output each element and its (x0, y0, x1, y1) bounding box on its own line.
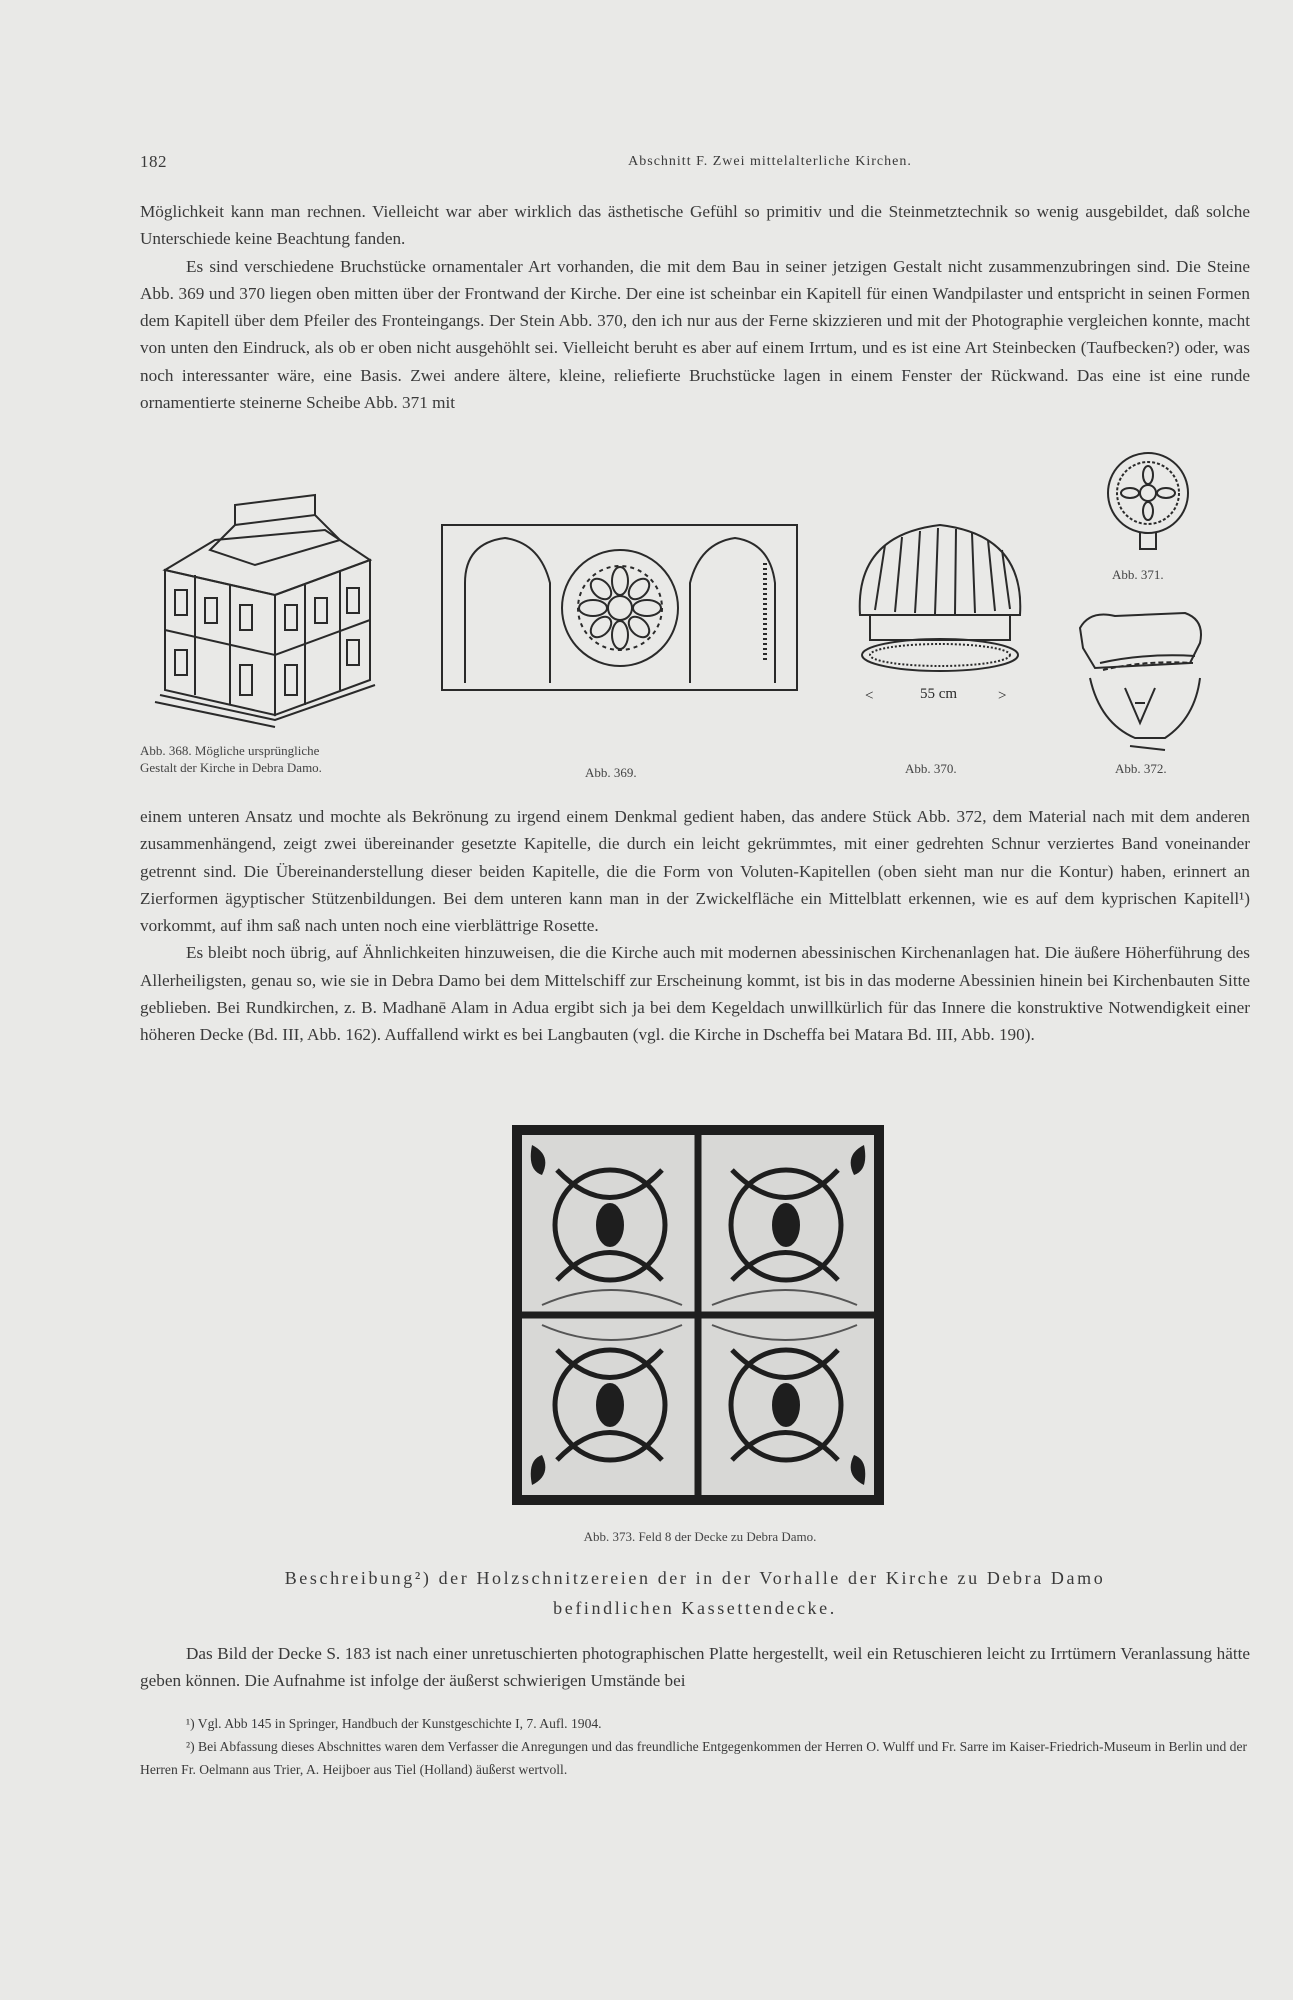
paragraph-2: Es sind verschiedene Bruchstücke ornamentaler Art vorhanden, die mit dem Bau in seiner jetzigen Gestalt nicht zusammenzubringen sind. Die Steine Abb. 369 und 370 liegen oben mitten über der Frontwand der Kirche. Der eine ist scheinbar ein Kapitell für einen Wandpilaster und entspricht in seinen Formen dem Kapitell über dem Pfeiler des Fronteingangs. Der Stein Abb. 370, den ich nur aus der Ferne skizzieren und mit der Photographie vergleichen konnte, macht von unten den Eindruck, als ob er oben nicht ausgehöhlt sei. Vielleicht beruht es aber auf einem Irrtum, und es ist eine Art Steinbecken (Taufbecken?) oder, was noch interessanter wäre, eine Basis. Zwei andere ältere, kleine, reliefierte Bruchstücke lagen in einem Fenster der Rückwand. Das eine ist eine runde ornamentierte steinerne Scheibe Abb. 371 mit (140, 256, 1250, 413)
figure-370-scale-label: 55 cm (920, 686, 958, 702)
figure-368-caption-line-1: Abb. 368. Mögliche ursprüngliche (140, 743, 320, 758)
footnotes (140, 1712, 1250, 1781)
figure-370-fluted-capital (850, 515, 1030, 675)
upper-text-block (140, 198, 1250, 416)
paragraph-1: Möglichkeit kann man rechnen. Vielleicht war aber wirklich das ästhetische Gefühl so primitiv und die Steinmetztechnik so wenig ausgebildet, daß solche Unterschiede keine Beachtung fanden. (140, 202, 1250, 249)
running-header (140, 152, 1260, 176)
section-heading-line-2: befindlichen Kassettendecke. (553, 1598, 837, 1618)
figure-373-carved-ceiling-panel (512, 1125, 884, 1505)
paragraph-3: einem unteren Ansatz und mochte als Bekrönung zu irgend einem Denkmal gedient haben, das andere Stück Abb. 372, dem Material nach mit dem anderen zusammenhängend, zeigt zwei übereinander gesetzte Kapitelle, die durch ein leicht gekrümmtes, mit einer gedrehten Schnur verziertes Band voneinander getrennt sind. Die Übereinanderstellung dieser beiden Kapitelle, die die Form von Voluten-Kapitellen (oben sieht man nur die Kontur) haben, erinnert an Zierformen ägyptischer Stützenbildungen. Bei dem unteren kann man in der Zwickelfläche ein Mittelblatt erkennen, wie es auf dem kyprischen Kapitell¹) vorkommt, auf ihm saß nach unten noch eine vierblättrige Rosette. (140, 807, 1250, 936)
figure-369-caption: Abb. 369. (585, 765, 637, 780)
figure-368-church-drawing (155, 490, 385, 720)
footnote-2: ²) Bei Abfassung dieses Abschnittes waren dem Verfasser die Anregungen und das freundliche Entgegenkommen der Herren O. Wulff und Fr. Sarre im Kaiser-Friedrich-Museum in Berlin und der Herren Fr. Oelmann aus Trier, A. Heijboer aus Tiel (Holland) äußerst wertvoll. (140, 1739, 1248, 1777)
middle-text-block (140, 803, 1250, 1049)
figure-373-caption: Abb. 373. Feld 8 der Decke zu Debra Damo. (583, 1529, 817, 1544)
footnote-1: ¹) Vgl. Abb 145 in Springer, Handbuch der Kunstgeschichte I, 7. Aufl. 1904. (186, 1716, 602, 1731)
figure-371-caption: Abb. 371. (1112, 567, 1164, 582)
running-title: Abschnitt F. Zwei mittelalterliche Kirchen. (628, 154, 912, 169)
footnote-divider (140, 1703, 1250, 1704)
lower-text-block (140, 1640, 1250, 1695)
scale-right-arrow: > (998, 688, 1007, 704)
figure-368-caption-line-2: Gestalt der Kirche in Debra Damo. (140, 760, 322, 775)
figure-368-caption (140, 742, 410, 776)
figure-369-stone-relief (440, 523, 800, 693)
figure-372-double-capital (1075, 608, 1215, 753)
section-heading (150, 1563, 1240, 1623)
paragraph-4: Es bleibt noch übrig, auf Ähnlichkeiten hinzuweisen, die die Kirche auch mit modernen abessinischen Kirchenanlagen hat. Die äußere Höherführung des Allerheiligsten, genau so, wie sie in Debra Damo bei dem Mittelschiff zur Erscheinung kommt, ist bis in das moderne Abessinien hinein bei Kirchenbauten Sitte geblieben. Bei Rundkirchen, z. B. Madhanē Alam in Adua ergibt sich ja bei dem Kegeldach unwillkürlich für das Innere die konstruktive Notwendigkeit einer höheren Decke (Bd. III, Abb. 162). Auffallend wirkt es bei Langbauten (vgl. die Kirche in Dscheffa bei Matara Bd. III, Abb. 190). (140, 943, 1250, 1045)
figure-372-caption: Abb. 372. (1115, 761, 1167, 776)
scale-left-arrow: < (865, 688, 874, 704)
figure-371-ornamental-disc (1100, 445, 1200, 555)
section-heading-line-1: Beschreibung²) der Holzschnitzereien der in der Vorhalle der Kirche zu Debra Damo (284, 1568, 1106, 1588)
page-number: 182 (140, 152, 167, 171)
figure-370-caption: Abb. 370. (905, 761, 957, 776)
paragraph-5: Das Bild der Decke S. 183 ist nach einer unretuschierten photographischen Platte hergestellt, weil ein Retuschieren leicht zu Irrtümern Veranlassung hätte geben können. Die Aufnahme ist infolge der äußerst schwierigen Umstände bei (140, 1644, 1250, 1691)
